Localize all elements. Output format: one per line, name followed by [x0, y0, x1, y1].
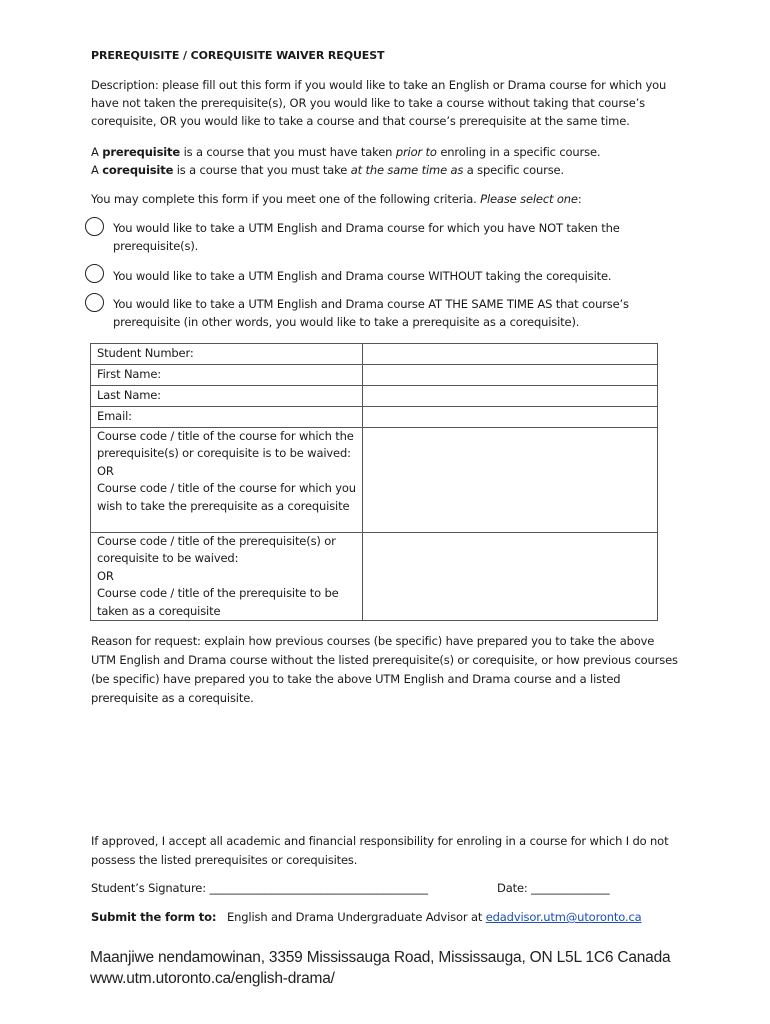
first-name-cell — [363, 365, 658, 386]
option-1-label: You would like to take a UTM English and Drama course for which you have NOT taken the prerequisite(s). — [113, 221, 620, 253]
prerequisite-code-label: Course code / title of the prerequisite(s) or corequisite to be waived: OR Course code / title of the prerequisite to be taken as a corequisite — [91, 533, 363, 621]
first-name-input[interactable] — [363, 365, 657, 383]
option-1-radio[interactable] — [85, 217, 104, 236]
footer-address: Maanjiwe nendamowinan, 3359 Mississauga Road, Mississauga, ON L5L 1C6 Canada — [90, 949, 671, 966]
email-cell — [363, 407, 658, 428]
option-2 — [85, 264, 645, 286]
criteria-intro: You may complete this form if you meet one of the following criteria. Please select one: — [91, 192, 582, 206]
student-number-cell — [363, 344, 658, 365]
last-name-label: Last Name: — [91, 386, 363, 407]
last-name-cell — [363, 386, 658, 407]
last-name-input[interactable] — [363, 386, 657, 404]
acceptance-statement: If approved, I accept all academic and financial responsibility for enroling in a course for which I do not possess the listed prerequisites or corequisites. — [91, 834, 669, 867]
corequisite-definition: A corequisite is a course that you must take at the same time as a specific course. — [91, 163, 564, 177]
course-code-input[interactable] — [363, 428, 657, 446]
signature-line[interactable]: Student’s Signature: _______________________________________ — [91, 881, 428, 895]
description: Description: please fill out this form if you would like to take an English or Drama course for which you have not taken the prerequisite(s), OR you would like to take a course without taking that course’s corequisite, OR you would like to take a course and that course’s prerequisite at the same time. — [91, 78, 667, 128]
option-3-radio[interactable] — [85, 293, 104, 312]
submit-label: Submit the form to: — [91, 910, 217, 924]
date-line[interactable]: Date: ______________ — [497, 881, 610, 895]
reason-input[interactable] — [90, 712, 672, 826]
course-code-label: Course code / title of the course for which the prerequisite(s) or corequisite is to be waived: OR Course code / title of the course for which you wish to take the prerequisite as a corequisite — [91, 428, 363, 533]
prerequisite-code-cell — [363, 533, 658, 621]
student-number-label: Student Number: — [91, 344, 363, 365]
email-label: Email: — [91, 407, 363, 428]
course-code-cell — [363, 428, 658, 533]
advisor-email-link[interactable]: edadvisor.utm@utoronto.ca — [485, 910, 642, 924]
form-title: PREREQUISITE / COREQUISITE WAIVER REQUEST — [91, 49, 385, 62]
first-name-label: First Name: — [91, 365, 363, 386]
option-3 — [85, 293, 645, 331]
student-number-input[interactable] — [363, 344, 657, 362]
option-3-label: You would like to take a UTM English and Drama course AT THE SAME TIME AS that course’s prerequisite (in other words, you would like to take a prerequisite as a corequisite). — [113, 297, 629, 329]
option-2-radio[interactable] — [85, 264, 104, 283]
student-info-table — [90, 343, 658, 621]
reason-prompt: Reason for request: explain how previous courses (be specific) have prepared you to take the above UTM English and Drama course without the listed prerequisite(s) or corequisite, or how previous courses (be specific) have prepared you to take the above UTM English and Drama course and a listed prerequisite as a corequisite. — [91, 634, 678, 705]
prerequisite-code-input[interactable] — [363, 533, 657, 551]
option-1 — [85, 217, 645, 255]
prerequisite-definition: A prerequisite is a course that you must have taken prior to enroling in a specific course. — [91, 145, 601, 159]
footer-url: www.utm.utoronto.ca/english-drama/ — [90, 970, 335, 987]
submit-instructions: English and Drama Undergraduate Advisor at edadvisor.utm@utoronto.ca — [227, 910, 642, 924]
option-2-label: You would like to take a UTM English and Drama course WITHOUT taking the corequisite. — [113, 269, 612, 283]
email-input[interactable] — [363, 407, 657, 425]
